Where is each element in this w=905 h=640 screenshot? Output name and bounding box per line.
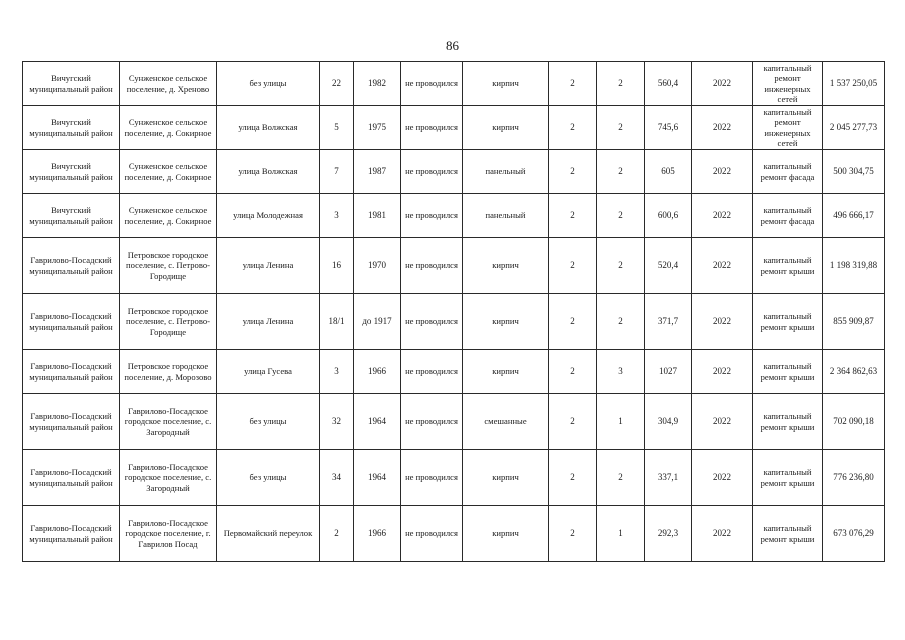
wall-material-cell: кирпич (463, 106, 549, 150)
floors-cell: 2 (549, 150, 597, 194)
area-cell: 560,4 (645, 62, 692, 106)
district-cell: Гаврилово-Посадский муниципальный район (23, 294, 120, 350)
district-cell: Гаврилово-Посадский муниципальный район (23, 394, 120, 450)
plan-year-cell: 2022 (692, 294, 753, 350)
house-number-cell: 7 (320, 150, 354, 194)
cost-cell: 500 304,75 (823, 150, 885, 194)
street-cell: без улицы (217, 62, 320, 106)
wall-material-cell: смешанные (463, 394, 549, 450)
district-cell: Вичугский муниципальный район (23, 62, 120, 106)
settlement-cell: Сунженское сельское поселение, д. Сокирное (120, 106, 217, 150)
street-cell: улица Гусева (217, 350, 320, 394)
floors-cell: 2 (549, 506, 597, 562)
district-cell: Гаврилово-Посадский муниципальный район (23, 350, 120, 394)
plan-year-cell: 2022 (692, 238, 753, 294)
house-number-cell: 5 (320, 106, 354, 150)
plan-year-cell: 2022 (692, 194, 753, 238)
settlement-cell: Петровское городское поселение, д. Морозово (120, 350, 217, 394)
year-built-cell: до 1917 (354, 294, 401, 350)
area-cell: 520,4 (645, 238, 692, 294)
area-cell: 292,3 (645, 506, 692, 562)
table-row (23, 238, 885, 294)
house-number-cell: 34 (320, 450, 354, 506)
house-number-cell: 3 (320, 194, 354, 238)
area-cell: 745,6 (645, 106, 692, 150)
entrances-cell: 2 (597, 62, 645, 106)
last-repair-cell: не проводился (401, 238, 463, 294)
work-type-cell: капитальный ремонт крыши (753, 506, 823, 562)
area-cell: 600,6 (645, 194, 692, 238)
plan-year-cell: 2022 (692, 62, 753, 106)
year-built-cell: 1970 (354, 238, 401, 294)
settlement-cell: Сунженское сельское поселение, д. Сокирное (120, 194, 217, 238)
entrances-cell: 2 (597, 450, 645, 506)
street-cell: улица Ленина (217, 294, 320, 350)
house-number-cell: 16 (320, 238, 354, 294)
floors-cell: 2 (549, 194, 597, 238)
floors-cell: 2 (549, 62, 597, 106)
page-number: 86 (446, 38, 459, 53)
area-cell: 1027 (645, 350, 692, 394)
work-type-cell: капитальный ремонт фасада (753, 150, 823, 194)
settlement-cell: Гаврилово-Посадское городское поселение, г. Гаврилов Посад (120, 506, 217, 562)
wall-material-cell: кирпич (463, 62, 549, 106)
entrances-cell: 2 (597, 150, 645, 194)
floors-cell: 2 (549, 350, 597, 394)
entrances-cell: 2 (597, 238, 645, 294)
settlement-cell: Гаврилово-Посадское городское поселение, с. Загородный (120, 450, 217, 506)
year-built-cell: 1982 (354, 62, 401, 106)
street-cell: улица Волжская (217, 150, 320, 194)
area-cell: 605 (645, 150, 692, 194)
wall-material-cell: кирпич (463, 350, 549, 394)
house-number-cell: 32 (320, 394, 354, 450)
year-built-cell: 1964 (354, 450, 401, 506)
plan-year-cell: 2022 (692, 106, 753, 150)
entrances-cell: 3 (597, 350, 645, 394)
cost-cell: 1 537 250,05 (823, 62, 885, 106)
year-built-cell: 1966 (354, 350, 401, 394)
cost-cell: 2 364 862,63 (823, 350, 885, 394)
floors-cell: 2 (549, 294, 597, 350)
year-built-cell: 1966 (354, 506, 401, 562)
area-cell: 304,9 (645, 394, 692, 450)
work-type-cell: капитальный ремонт крыши (753, 450, 823, 506)
cost-cell: 496 666,17 (823, 194, 885, 238)
cost-cell: 855 909,87 (823, 294, 885, 350)
plan-year-cell: 2022 (692, 150, 753, 194)
entrances-cell: 1 (597, 394, 645, 450)
wall-material-cell: кирпич (463, 238, 549, 294)
table-row (23, 450, 885, 506)
area-cell: 337,1 (645, 450, 692, 506)
wall-material-cell: панельный (463, 150, 549, 194)
house-number-cell: 18/1 (320, 294, 354, 350)
district-cell: Гаврилово-Посадский муниципальный район (23, 238, 120, 294)
year-built-cell: 1981 (354, 194, 401, 238)
cost-cell: 2 045 277,73 (823, 106, 885, 150)
work-type-cell: капитальный ремонт инженерных сетей (753, 106, 823, 150)
year-built-cell: 1987 (354, 150, 401, 194)
entrances-cell: 1 (597, 506, 645, 562)
work-type-cell: капитальный ремонт крыши (753, 238, 823, 294)
floors-cell: 2 (549, 106, 597, 150)
wall-material-cell: кирпич (463, 506, 549, 562)
table-row (23, 394, 885, 450)
district-cell: Гаврилово-Посадский муниципальный район (23, 506, 120, 562)
table-row (23, 506, 885, 562)
wall-material-cell: панельный (463, 194, 549, 238)
plan-year-cell: 2022 (692, 450, 753, 506)
district-cell: Вичугский муниципальный район (23, 150, 120, 194)
street-cell: улица Молодежная (217, 194, 320, 238)
cost-cell: 702 090,18 (823, 394, 885, 450)
street-cell: без улицы (217, 450, 320, 506)
settlement-cell: Сунженское сельское поселение, д. Сокирное (120, 150, 217, 194)
year-built-cell: 1975 (354, 106, 401, 150)
settlement-cell: Петровское городское поселение, с. Петрово-Городище (120, 238, 217, 294)
table-body (23, 62, 885, 562)
settlement-cell: Сунженское сельское поселение, д. Хреново (120, 62, 217, 106)
wall-material-cell: кирпич (463, 294, 549, 350)
floors-cell: 2 (549, 394, 597, 450)
last-repair-cell: не проводился (401, 294, 463, 350)
table-row (23, 350, 885, 394)
district-cell: Гаврилово-Посадский муниципальный район (23, 450, 120, 506)
work-type-cell: капитальный ремонт крыши (753, 350, 823, 394)
last-repair-cell: не проводился (401, 106, 463, 150)
last-repair-cell: не проводился (401, 506, 463, 562)
plan-year-cell: 2022 (692, 394, 753, 450)
last-repair-cell: не проводился (401, 450, 463, 506)
work-type-cell: капитальный ремонт крыши (753, 294, 823, 350)
table-row (23, 106, 885, 150)
settlement-cell: Петровское городское поселение, с. Петрово-Городище (120, 294, 217, 350)
last-repair-cell: не проводился (401, 350, 463, 394)
table-row (23, 62, 885, 106)
last-repair-cell: не проводился (401, 194, 463, 238)
work-type-cell: капитальный ремонт инженерных сетей (753, 62, 823, 106)
cost-cell: 776 236,80 (823, 450, 885, 506)
settlement-cell: Гаврилово-Посадское городское поселение, с. Загородный (120, 394, 217, 450)
floors-cell: 2 (549, 238, 597, 294)
entrances-cell: 2 (597, 294, 645, 350)
district-cell: Вичугский муниципальный район (23, 106, 120, 150)
entrances-cell: 2 (597, 106, 645, 150)
table-row (23, 150, 885, 194)
street-cell: улица Волжская (217, 106, 320, 150)
last-repair-cell: не проводился (401, 62, 463, 106)
wall-material-cell: кирпич (463, 450, 549, 506)
plan-year-cell: 2022 (692, 506, 753, 562)
street-cell: Первомайский переулок (217, 506, 320, 562)
house-number-cell: 3 (320, 350, 354, 394)
street-cell: улица Ленина (217, 238, 320, 294)
district-cell: Вичугский муниципальный район (23, 194, 120, 238)
table-row (23, 194, 885, 238)
work-type-cell: капитальный ремонт крыши (753, 394, 823, 450)
cost-cell: 673 076,29 (823, 506, 885, 562)
street-cell: без улицы (217, 394, 320, 450)
house-number-cell: 22 (320, 62, 354, 106)
year-built-cell: 1964 (354, 394, 401, 450)
work-type-cell: капитальный ремонт фасада (753, 194, 823, 238)
last-repair-cell: не проводился (401, 394, 463, 450)
area-cell: 371,7 (645, 294, 692, 350)
table-row (23, 294, 885, 350)
entrances-cell: 2 (597, 194, 645, 238)
cost-cell: 1 198 319,88 (823, 238, 885, 294)
house-number-cell: 2 (320, 506, 354, 562)
floors-cell: 2 (549, 450, 597, 506)
plan-year-cell: 2022 (692, 350, 753, 394)
last-repair-cell: не проводился (401, 150, 463, 194)
repair-program-table (22, 61, 885, 562)
